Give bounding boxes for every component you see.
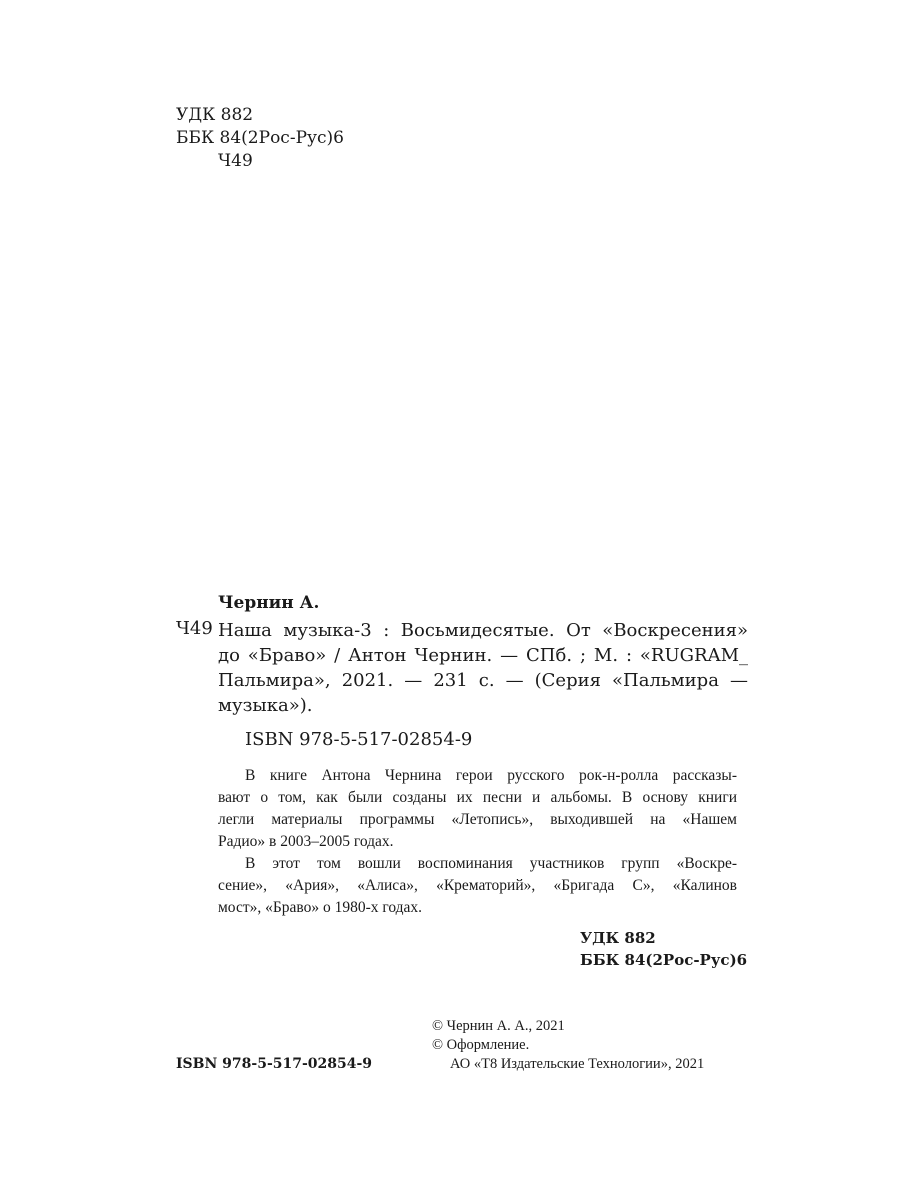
copyright-publisher: АО «Т8 Издательские Технологии», 2021 — [450, 1056, 705, 1072]
abstract-line: Радио» в 2003–2005 годах. — [218, 833, 394, 850]
abstract-line: В этот том вошли воспоминания участников групп «Воскре- — [245, 855, 737, 872]
bbk-code: ББК 84(2Рос-Рус)6 — [176, 128, 344, 148]
card-isbn: ISBN 978-5-517-02854-9 — [245, 729, 473, 750]
abstract-line: вают о том, как были созданы их песни и альбомы. В основу книги — [218, 789, 737, 806]
abstract-line: мост», «Браво» о 1980-х годах. — [218, 899, 423, 916]
abstract-line: легли материалы программы «Летопись», выходившей на «Нашем — [218, 811, 737, 828]
udk-code: УДК 882 — [176, 105, 254, 125]
bibliographic-description — [218, 618, 748, 718]
abstract-line: В книге Антона Чернина герои русского рок-н-ролла рассказы- — [245, 767, 737, 784]
bbk-code: ББК 84(2Рос-Рус)6 — [580, 951, 748, 969]
description-line: Пальмира», 2021. — 231 с. — (Серия «Пальмира — — [218, 670, 748, 691]
udk-code: УДК 882 — [580, 929, 656, 947]
card-author: Чернин А. — [218, 593, 320, 613]
description-line: Наша музыка-3 : Восьмидесятые. От «Воскресения» — [218, 620, 748, 641]
author-mark: Ч49 — [218, 151, 253, 171]
top-classification-codes — [176, 104, 344, 173]
description-line: до «Браво» / Антон Чернин. — СПб. ; М. : «RUGRAM_ — [218, 645, 748, 666]
bottom-isbn: ISBN 978-5-517-02854-9 — [176, 1056, 373, 1072]
description-line: музыка»). — [218, 695, 313, 716]
abstract-line: сение», «Ария», «Алиса», «Крематорий», «Бригада С», «Калинов — [218, 877, 737, 894]
copyright-design: © Оформление. — [432, 1037, 530, 1053]
card-author-mark: Ч49 — [176, 618, 213, 639]
book-abstract — [218, 765, 737, 919]
bottom-classification-codes — [580, 927, 747, 971]
copyright-block — [432, 1017, 704, 1074]
copyright-author: © Чернин А. А., 2021 — [432, 1018, 565, 1034]
